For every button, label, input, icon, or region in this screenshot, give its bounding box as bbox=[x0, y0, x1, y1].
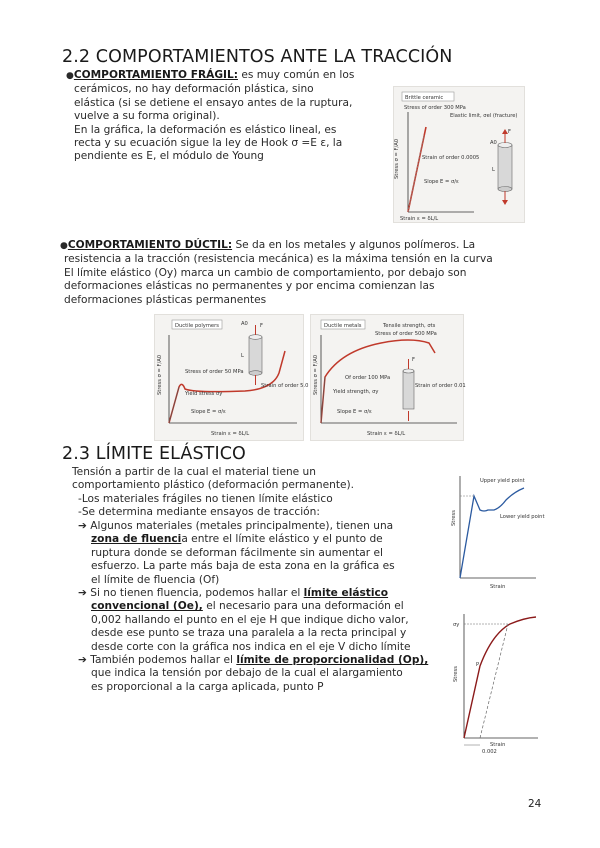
limite-elastico-term: límite elástico bbox=[303, 587, 389, 600]
svg-text:Slope E = σ/ε: Slope E = σ/ε bbox=[191, 409, 226, 415]
ductil-paragraph: ●COMPORTAMIENTO DÚCTIL: Se da en los metales y algunos polímeros. La resistencia a la tracción (resistencia mecánica) es la máxima tensión en la curva El límite elástico (Oy) marca un cambio de comportamiento, por debajo son deformaciones elásticas no permanentes y por encima comienzan las deformaciones plásticas permanentes bbox=[60, 239, 493, 306]
limite-proporcionalidad-term: límite de proporcionalidad (Op), bbox=[236, 654, 429, 667]
svg-text:Strain ε = δL/L: Strain ε = δL/L bbox=[400, 216, 439, 222]
svg-text:Yield strength, σy: Yield strength, σy bbox=[333, 389, 379, 395]
bullet-2: ➔ Si no tienen fluencia, podemos hallar el límite elástico convencional (Oe), el necesario para una deformación el 0,002 hallando el punto en el eje H que indique dicho valor, desde ese punto se traza una paralela a la recta principal y desde corte con la gráfica nos indica en el eje V dicho límite bbox=[78, 587, 411, 653]
fragil-heading: COMPORTAMIENTO FRÁGIL: bbox=[73, 69, 238, 81]
zona-fluencia-term: zona de fluenci bbox=[91, 533, 182, 546]
svg-text:Stress σ = F/A0: Stress σ = F/A0 bbox=[313, 354, 319, 395]
bullet-1: ➔ Algunos materiales (metales principalmente), tienen una zona de fluencia entre el límite elástico y el punto de ruptura donde se deforman fácilmente sin aumentar el esfuerzo. La parte más baja de esta zona en la gráfica es el límite de fluencia (Of) bbox=[78, 520, 395, 586]
ductil-heading: COMPORTAMIENTO DÚCTIL: bbox=[67, 239, 233, 251]
svg-text:Strain: Strain bbox=[490, 584, 506, 590]
section-title-2-3: 2.3 LÍMITE ELÁSTICO bbox=[62, 444, 246, 464]
limite-elastico-intro: Tensión a partir de la cual el material tiene un comportamiento plástico (deformación permanente). -Los materiales frágiles no tienen límite elástico -Se determina mediante ensayos de tracción: bbox=[72, 466, 355, 519]
svg-text:Upper yield point: Upper yield point bbox=[480, 478, 525, 484]
svg-text:Slope E = σ/ε: Slope E = σ/ε bbox=[337, 409, 372, 415]
ductile-metals-figure bbox=[310, 314, 464, 441]
bullet-list bbox=[78, 520, 450, 694]
svg-text:Lower yield point: Lower yield point bbox=[500, 514, 545, 520]
svg-text:Slope E = σ/ε: Slope E = σ/ε bbox=[424, 179, 459, 185]
svg-text:σy: σy bbox=[453, 622, 460, 628]
svg-text:Stress: Stress bbox=[451, 510, 457, 526]
svg-text:L: L bbox=[241, 353, 244, 359]
svg-text:Yield stress σy: Yield stress σy bbox=[185, 391, 223, 397]
svg-text:Stress: Stress bbox=[453, 666, 459, 682]
svg-text:L: L bbox=[492, 167, 495, 173]
svg-text:Strain ε = δL/L: Strain ε = δL/L bbox=[211, 431, 250, 437]
ductile-polymers-figure bbox=[154, 314, 309, 441]
svg-text:Tensile strength, σts: Tensile strength, σts bbox=[383, 323, 436, 329]
svg-text:Of order 100 MPa: Of order 100 MPa bbox=[345, 375, 391, 381]
svg-text:0.002: 0.002 bbox=[482, 749, 497, 755]
svg-text:Ductile polymers: Ductile polymers bbox=[175, 323, 219, 329]
svg-text:A0: A0 bbox=[241, 321, 248, 327]
fragil-paragraph: ●COMPORTAMIENTO FRÁGIL: es muy común en los cerámicos, no hay deformación plástica, sino elástica (si se detiene el ensayo antes de la ruptura, vuelve a su forma original). En la gráfica, la deformación es elástico lineal, es recta y su ecuación sigue la ley de Hook σ =E ε, la pendiente es E, el módulo de Young bbox=[66, 69, 355, 163]
svg-text:Strain: Strain bbox=[490, 742, 506, 748]
brittle-ceramic-figure bbox=[393, 86, 525, 223]
bullet-3: ➔ También podemos hallar el límite de proporcionalidad (Op), que indica la tensión por debajo de la cual el alargamiento es proporcional a la carga aplicada, punto P bbox=[78, 654, 429, 693]
svg-text:Stress σ = F/A0: Stress σ = F/A0 bbox=[394, 138, 400, 179]
offset-yield-figure bbox=[450, 608, 542, 756]
svg-text:F: F bbox=[260, 323, 263, 329]
svg-text:Stress of order 300 MPa: Stress of order 300 MPa bbox=[404, 105, 466, 111]
svg-text:Stress of order 500 MPa: Stress of order 500 MPa bbox=[375, 331, 437, 337]
fig-title: Brittle ceramic bbox=[405, 95, 444, 101]
svg-text:Stress of order 50 MPa: Stress of order 50 MPa bbox=[185, 369, 244, 375]
svg-text:Strain of order 0.01: Strain of order 0.01 bbox=[415, 383, 466, 389]
page-number: 24 bbox=[528, 798, 542, 810]
yield-point-figure bbox=[450, 470, 545, 592]
svg-text:Strain of order 0.0005: Strain of order 0.0005 bbox=[422, 155, 480, 161]
section-title-2-2: 2.2 COMPORTAMIENTOS ANTE LA TRACCIÓN bbox=[62, 47, 453, 67]
svg-text:Ductile metals: Ductile metals bbox=[324, 323, 362, 329]
svg-text:P: P bbox=[476, 662, 480, 668]
svg-text:A0: A0 bbox=[490, 140, 497, 146]
svg-text:Strain of order 5.0: Strain of order 5.0 bbox=[261, 383, 309, 389]
svg-text:F: F bbox=[412, 357, 415, 363]
svg-text:Elastic limit, σel (fracture): Elastic limit, σel (fracture) bbox=[450, 113, 518, 119]
svg-text:Strain ε = δL/L: Strain ε = δL/L bbox=[367, 431, 406, 437]
svg-text:F: F bbox=[508, 129, 511, 135]
svg-text:Stress σ = F/A0: Stress σ = F/A0 bbox=[157, 354, 163, 395]
